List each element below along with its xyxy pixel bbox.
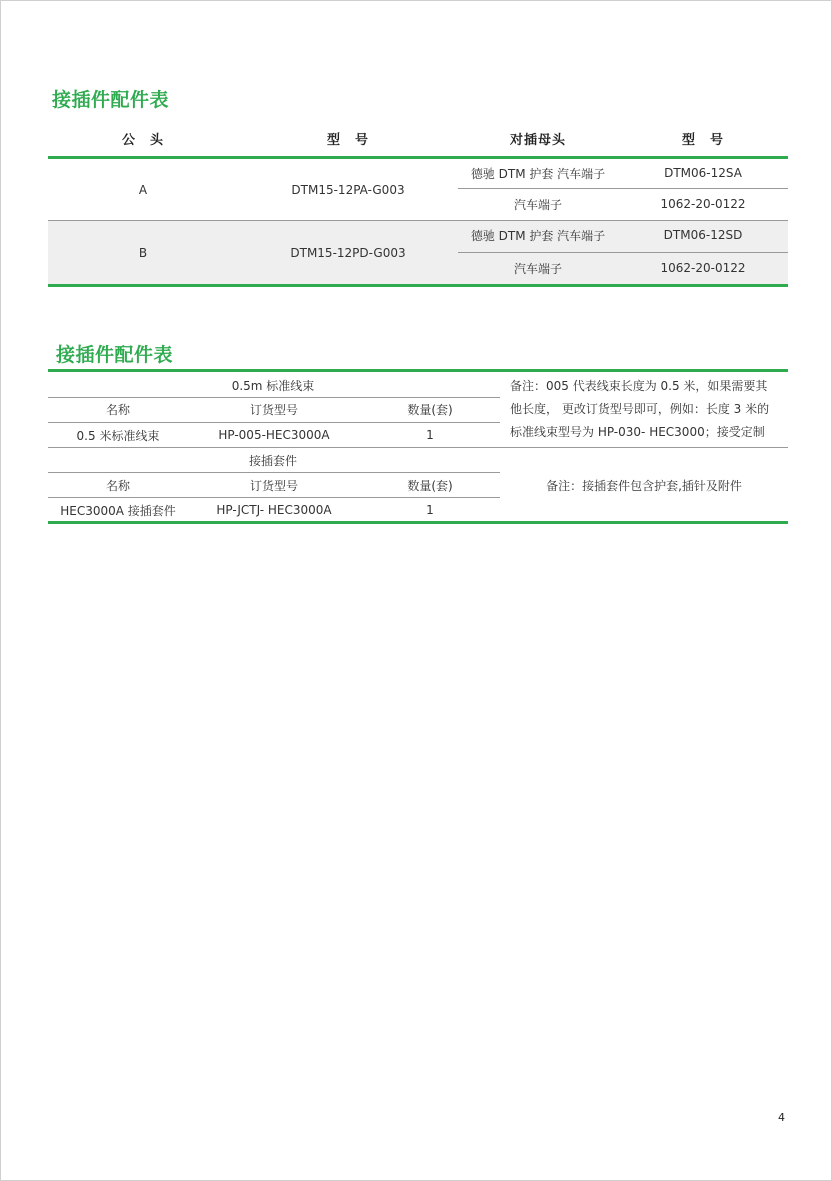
table-top-bar [48,369,788,372]
item-name: 0.5 米标准线束 [76,428,160,443]
female-cell: 汽车端子 [513,197,562,212]
item-order-number: HP-005-HEC3000A [218,428,330,442]
header-male: 公 头 [121,133,164,148]
col-header-name: 名称 [105,403,130,417]
table-bottom-bar [48,284,788,287]
table-bottom-bar [48,521,788,524]
female-cell: 德驰 DTM 护套 汽车端子 [470,166,606,181]
header-female: 对插母头 [509,133,566,148]
note-line: 备注：005 代表线束长度为 0.5 米，如果需要其 [510,379,768,393]
model-cell-b: DTM15-12PD-G003 [290,246,406,260]
note-line: 标准线束型号为 HP-030- HEC3000；接受定制 [510,425,765,439]
item-quantity: 1 [426,503,434,517]
section-title: 接插件配件表 [52,89,170,111]
col-header-qty: 数量(套) [407,478,453,493]
mate-model-cell: DTM06-12SA [664,166,742,180]
mate-model-cell: 1062-20-0122 [660,197,746,211]
connector-table [48,120,788,288]
item-name: HEC3000A 接插套件 [60,503,176,518]
note-line: 他长度， 更改订货型号即可，例如：长度 3 米的 [510,402,770,416]
col-header-order: 订货型号 [249,403,298,417]
page-number: 4 [778,1111,785,1124]
mate-model-cell: 1062-20-0122 [660,261,746,275]
female-cell: 德驰 DTM 护套 汽车端子 [470,228,606,243]
col-header-name: 名称 [105,478,130,493]
col-header-qty: 数量(套) [407,403,453,417]
item-quantity: 1 [426,428,434,442]
group-title: 0.5m 标准线束 [231,378,315,393]
model-cell-a: DTM15-12PA-G003 [291,183,405,197]
header-mate-model: 型 号 [681,133,724,148]
note-kit: 备注：接插套件包含护套,插针及附件 [546,478,742,493]
male-cell-a: A [138,183,148,197]
header-model: 型 号 [326,133,369,148]
item-order-number: HP-JCTJ- HEC3000A [216,503,332,517]
note-harness [510,375,788,444]
group-title: 接插套件 [248,453,297,468]
male-cell-b: B [138,246,148,260]
section-title: 接插件配件表 [56,344,174,366]
harness-table [48,369,788,526]
col-header-order: 订货型号 [249,478,298,493]
mate-model-cell: DTM06-12SD [663,228,743,242]
female-cell: 汽车端子 [513,261,562,276]
